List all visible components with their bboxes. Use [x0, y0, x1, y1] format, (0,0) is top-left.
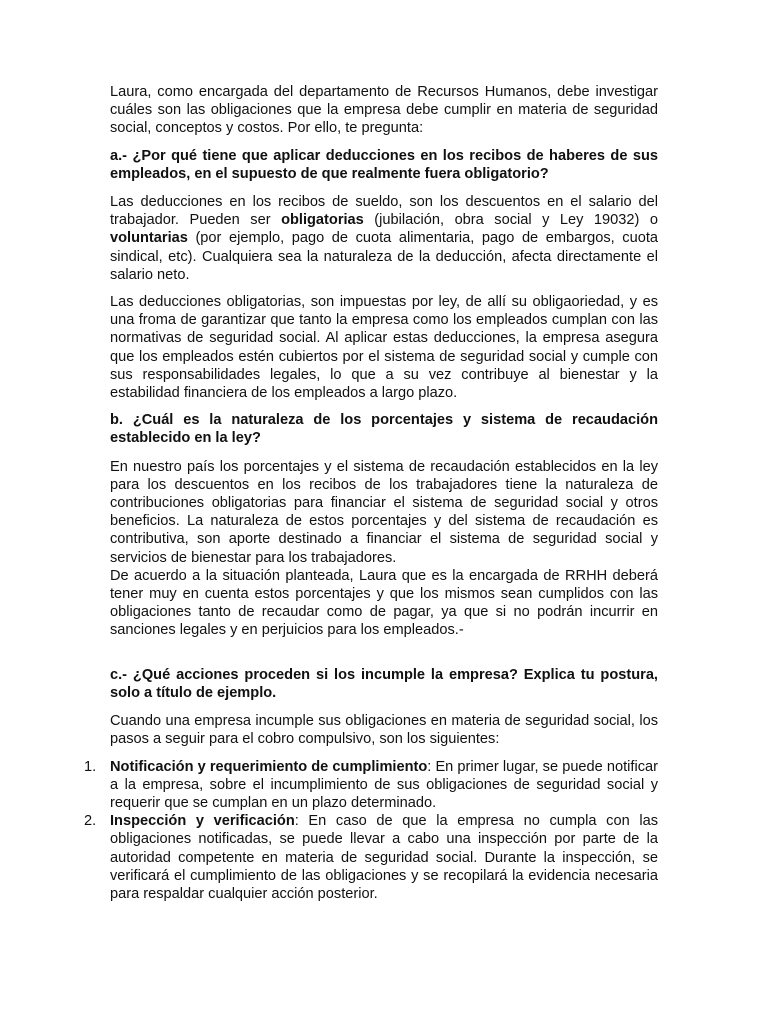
question-b-heading: b. ¿Cuál es la naturaleza de los porcentajes y sistema de recaudación establecido en la ley? — [110, 412, 658, 447]
answer-a-text-1: Las deducciones en los recibos de sueldo, son los descuentos en el salario del trabajador. Pueden ser — [110, 194, 658, 229]
list-item-title: Inspección y verificación — [110, 813, 295, 830]
list-item-title: Notificación y requerimiento de cumplimiento — [110, 758, 428, 775]
answer-a-text-2: (jubilación, obra social y Ley 19032) o — [363, 212, 658, 229]
list-item-text: : En caso de que la empresa no cumpla con las obligaciones notificadas, se puede llevar a cabo una inspección por parte de la autoridad competente en materia de seguridad social. Durante la inspección, se verificará el cumplimiento de las obligaciones y se recopilará la evidencia necesaria para respaldar cualquier acción posterior. — [110, 813, 658, 902]
question-a-heading: a.- ¿Por qué tiene que aplicar deducciones en los recibos de haberes de sus empleados, en el supuesto de que realmente fuera obligatorio? — [110, 147, 658, 182]
intro-paragraph: Laura, como encargada del departamento de Recursos Humanos, debe investigar cuáles son las obligaciones que la empresa debe cumplir en materia de seguridad social, conceptos y costos. Por ello, te pregunta: — [110, 84, 658, 137]
list-item-text: : En primer lugar, se puede notificar a la empresa, sobre el incumplimiento de sus obligaciones de seguridad social y requerir que se cumplan en un plazo determinado. — [110, 758, 658, 811]
answer-a-paragraph-1 — [110, 193, 658, 284]
obligatorias-term: obligatorias — [281, 212, 364, 229]
voluntarias-term: voluntarias — [110, 230, 188, 247]
enforcement-steps-list — [84, 758, 658, 904]
answer-a-paragraph-2: Las deducciones obligatorias, son impuestas por ley, de allí su obligaoriedad, y es una froma de garantizar que tanto la empresa como los empleados cumplan con las normativas de seguridad social. Al aplicar estas deducciones, la empresa asegura que los empleados estén cubiertos por el sistema de seguridad social y cumple con sus responsabilidades legales, lo que a su vez contribuye al bienestar y la estabilidad financiera de los empleados a largo plazo. — [110, 294, 658, 402]
answer-b-paragraph-1: En nuestro país los porcentajes y el sistema de recaudación establecidos en la ley para los descuentos en los recibos de los trabajadores tiene la naturaleza de contribuciones obligatorias para financiar el sistema de seguridad social y otros beneficios. La naturaleza de estos porcentajes y del sistema de recaudación es contributiva, son aporte destinado a financiar el sistema de seguridad social y servicios de bienestar para los trabajadores. — [110, 458, 658, 566]
question-c-heading: c.- ¿Qué acciones proceden si los incumple la empresa? Explica tu postura, solo a título de ejemplo. — [110, 666, 658, 701]
answer-a-text-3: (por ejemplo, pago de cuota alimentaria, pago de embargos, cuota sindical, etc). Cualquiera sea la naturaleza de la deducción, afecta directamente el salario neto. — [110, 230, 658, 283]
list-item — [84, 758, 658, 813]
answer-b-paragraph-2: De acuerdo a la situación planteada, Laura que es la encargada de RRHH deberá tener muy en cuenta estos porcentajes y que los mismos sean cumplidos con las obligaciones tanto de recaudar como de pagar, ya que si no podrán incurrir en sanciones legales y en perjuicios para los empleados.- — [110, 567, 658, 639]
document-page — [84, 83, 658, 903]
answer-c-paragraph-1: Cuando una empresa incumple sus obligaciones en materia de seguridad social, los pasos a seguir para el cobro compulsivo, son los siguientes: — [110, 713, 658, 748]
list-item-number: 2. — [84, 813, 97, 830]
list-item-number: 1. — [84, 758, 97, 775]
list-item — [84, 812, 658, 903]
